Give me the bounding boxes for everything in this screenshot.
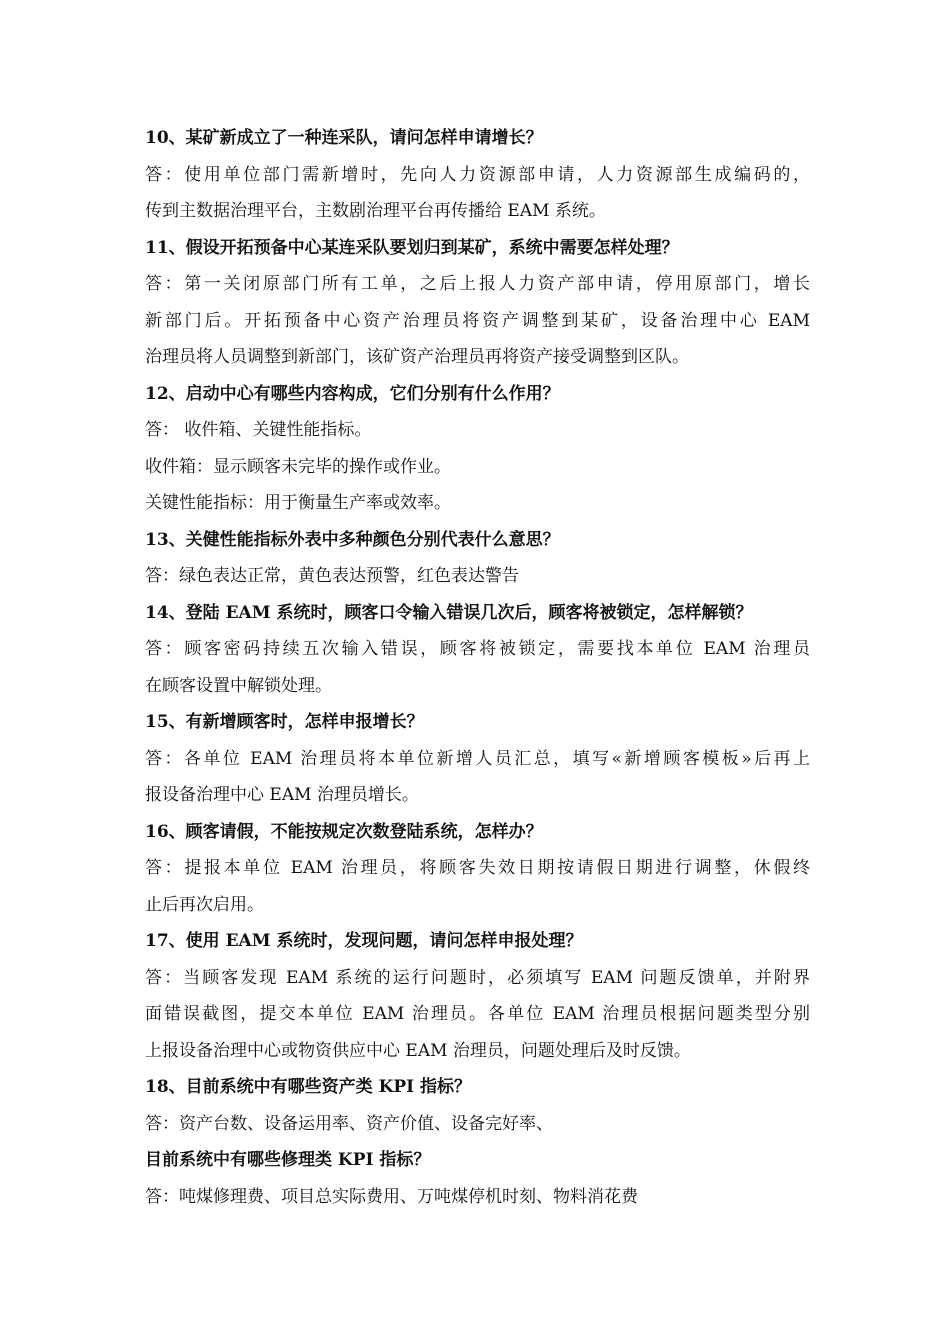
answer-line: 治理员将人员调整到新部门，该矿资产治理员再将资产接受调整到区队。 bbox=[145, 347, 689, 367]
answer-line: 报设备治理中心 EAM 治理员增长。 bbox=[145, 785, 419, 805]
question-16: 16、顾客请假，不能按规定次数登陆系统，怎样办？ bbox=[145, 821, 543, 842]
answer-line: 收件箱：显示顾客未完毕的操作或作业。 bbox=[145, 456, 451, 477]
answer-line: 在顾客设置中解锁处理。 bbox=[145, 675, 332, 696]
answer-line: 传到主数据治理平台，主数剧治理平台再传播给 EAM 系统。 bbox=[145, 201, 606, 221]
answer-line: 新部门后。开拓预备中心资产治理员将资产调整到某矿，设备治理中心 EAM bbox=[145, 310, 810, 331]
question-15: 15、有新增顾客时，怎样申报增长？ bbox=[145, 712, 424, 732]
answer-line: 答：资产台数、设备运用率、资产价值、设备完好率、 bbox=[145, 1113, 553, 1134]
answer-line: 答： 收件箱、关键性能指标。 bbox=[145, 420, 372, 440]
question-14: 14、登陆 EAM 系统时，顾客口令输入错误几次后，顾客将被锁定，怎样解锁？ bbox=[145, 602, 753, 623]
answer-line: 面错误截图，提交本单位 EAM 治理员。各单位 EAM 治理员根据问题类型分别 bbox=[145, 1004, 810, 1024]
question-11: 11、假设开拓预备中心某连采队要划归到某矿，系统中需要怎样处理？ bbox=[145, 237, 679, 258]
question-18-sub: 目前系统中有哪些修理类 KPI 指标？ bbox=[145, 1150, 431, 1170]
answer-line: 答：第一关闭原部门所有工单，之后上报人力资产部申请，停用原部门，增长 bbox=[145, 274, 810, 294]
question-12: 12、启动中心有哪些内容构成，它们分别有什么作用？ bbox=[145, 383, 560, 404]
answer-line: 答：吨煤修理费、项目总实际费用、万吨煤停机时刻、物料消花费 bbox=[145, 1186, 638, 1207]
answer-line: 答：顾客密码持续五次输入错误，顾客将被锁定，需要找本单位 EAM 治理员 bbox=[145, 639, 810, 659]
answer-line: 上报设备治理中心或物资供应中心 EAM 治理员，问题处理后及时反馈。 bbox=[145, 1040, 691, 1061]
answer-line: 答：各单位 EAM 治理员将本单位新增人员汇总，填写«新增顾客模板»后再上 bbox=[145, 748, 810, 769]
answer-line: 答：绿色表达正常，黄色表达预警，红色表达警告 bbox=[145, 566, 519, 586]
answer-line: 止后再次启用。 bbox=[145, 894, 264, 915]
answer-line: 关键性能指标：用于衡量生产率或效率。 bbox=[145, 493, 451, 513]
answer-line: 答：提报本单位 EAM 治理员，将顾客失效日期按请假日期进行调整，休假终 bbox=[145, 858, 810, 878]
question-13: 13、关健性能指标外表中多种颜色分别代表什么意思？ bbox=[145, 529, 560, 550]
question-18: 18、目前系统中有哪些资产类 KPI 指标？ bbox=[145, 1077, 472, 1097]
question-17: 17、使用 EAM 系统时，发现问题，请问怎样申报处理？ bbox=[145, 931, 583, 951]
answer-line: 答：使用单位部门需新增时，先向人力资源部申请，人力资源部生成编码的， bbox=[145, 164, 810, 185]
answer-line: 答：当顾客发现 EAM 系统的运行问题时，必须填写 EAM 问题反馈单，并附界 bbox=[145, 967, 810, 988]
question-10: 10、某矿新成立了一种连采队，请问怎样申请增长？ bbox=[145, 128, 543, 148]
